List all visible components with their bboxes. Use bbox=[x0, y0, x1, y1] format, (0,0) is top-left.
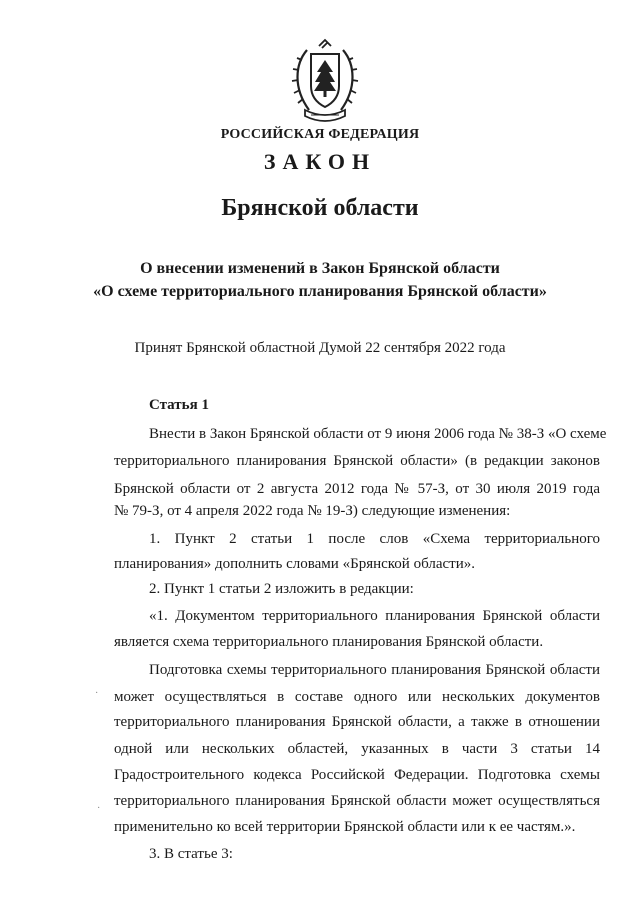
body-line: № 79-З, от 4 апреля 2022 года № 19-З) следующие изменения: bbox=[114, 503, 511, 519]
body-line: 2. Пункт 1 статьи 2 изложить в редакции: bbox=[149, 581, 414, 597]
law-subject-title bbox=[0, 257, 640, 303]
body-line: территориального планирования Брянской области может осуществляться bbox=[114, 793, 600, 809]
region-heading: Брянской области bbox=[221, 195, 419, 221]
scan-speck: · bbox=[97, 803, 101, 814]
body-line: Подготовка схемы территориального планирования Брянской области bbox=[149, 662, 600, 678]
law-subject-line-1: О внесении изменений в Закон Брянской области bbox=[140, 260, 500, 277]
body-line: одной или нескольких областей, указанных в части 3 статьи 14 bbox=[114, 741, 600, 757]
body-line: планирования» дополнить словами «Брянской области». bbox=[114, 556, 475, 572]
body-line: территориального планирования Брянской области» (в редакции законов bbox=[114, 453, 600, 469]
scan-speck: · bbox=[95, 688, 99, 699]
law-subject-line-2: «О схеме территориального планирования Брянской области» bbox=[93, 283, 547, 300]
body-line: 1. Пункт 2 статьи 1 после слов «Схема территориального bbox=[149, 531, 600, 547]
country-heading: РОССИЙСКАЯ ФЕДЕРАЦИЯ bbox=[220, 127, 420, 142]
body-line: Внести в Закон Брянской области от 9 июня 2006 года № 38-З «О схеме bbox=[149, 426, 607, 442]
body-line: Градостроительного кодекса Российской Федерации. Подготовка схемы bbox=[114, 767, 600, 783]
adoption-statement: Принят Брянской областной Думой 22 сентября 2022 года bbox=[134, 340, 506, 356]
article-title: Статья 1 bbox=[149, 397, 209, 413]
law-type-heading: ЗАКОН bbox=[263, 149, 377, 174]
body-line: может осуществляться в составе одного или нескольких документов bbox=[114, 689, 600, 705]
body-line: применительно ко всей территории Брянской области или к ее частям.». bbox=[114, 819, 576, 835]
body-line: 3. В статье 3: bbox=[149, 846, 233, 862]
body-line: является схема территориального планирования Брянской области. bbox=[114, 634, 544, 650]
body-line: территориального планирования Брянской области, а также в отношении bbox=[114, 714, 600, 730]
body-line: «1. Документом территориального планирования Брянской области bbox=[149, 608, 600, 624]
body-line: Брянской области от 2 августа 2012 года № 57-З, от 30 июля 2019 года bbox=[114, 481, 600, 497]
coat-of-arms-icon bbox=[289, 36, 361, 124]
